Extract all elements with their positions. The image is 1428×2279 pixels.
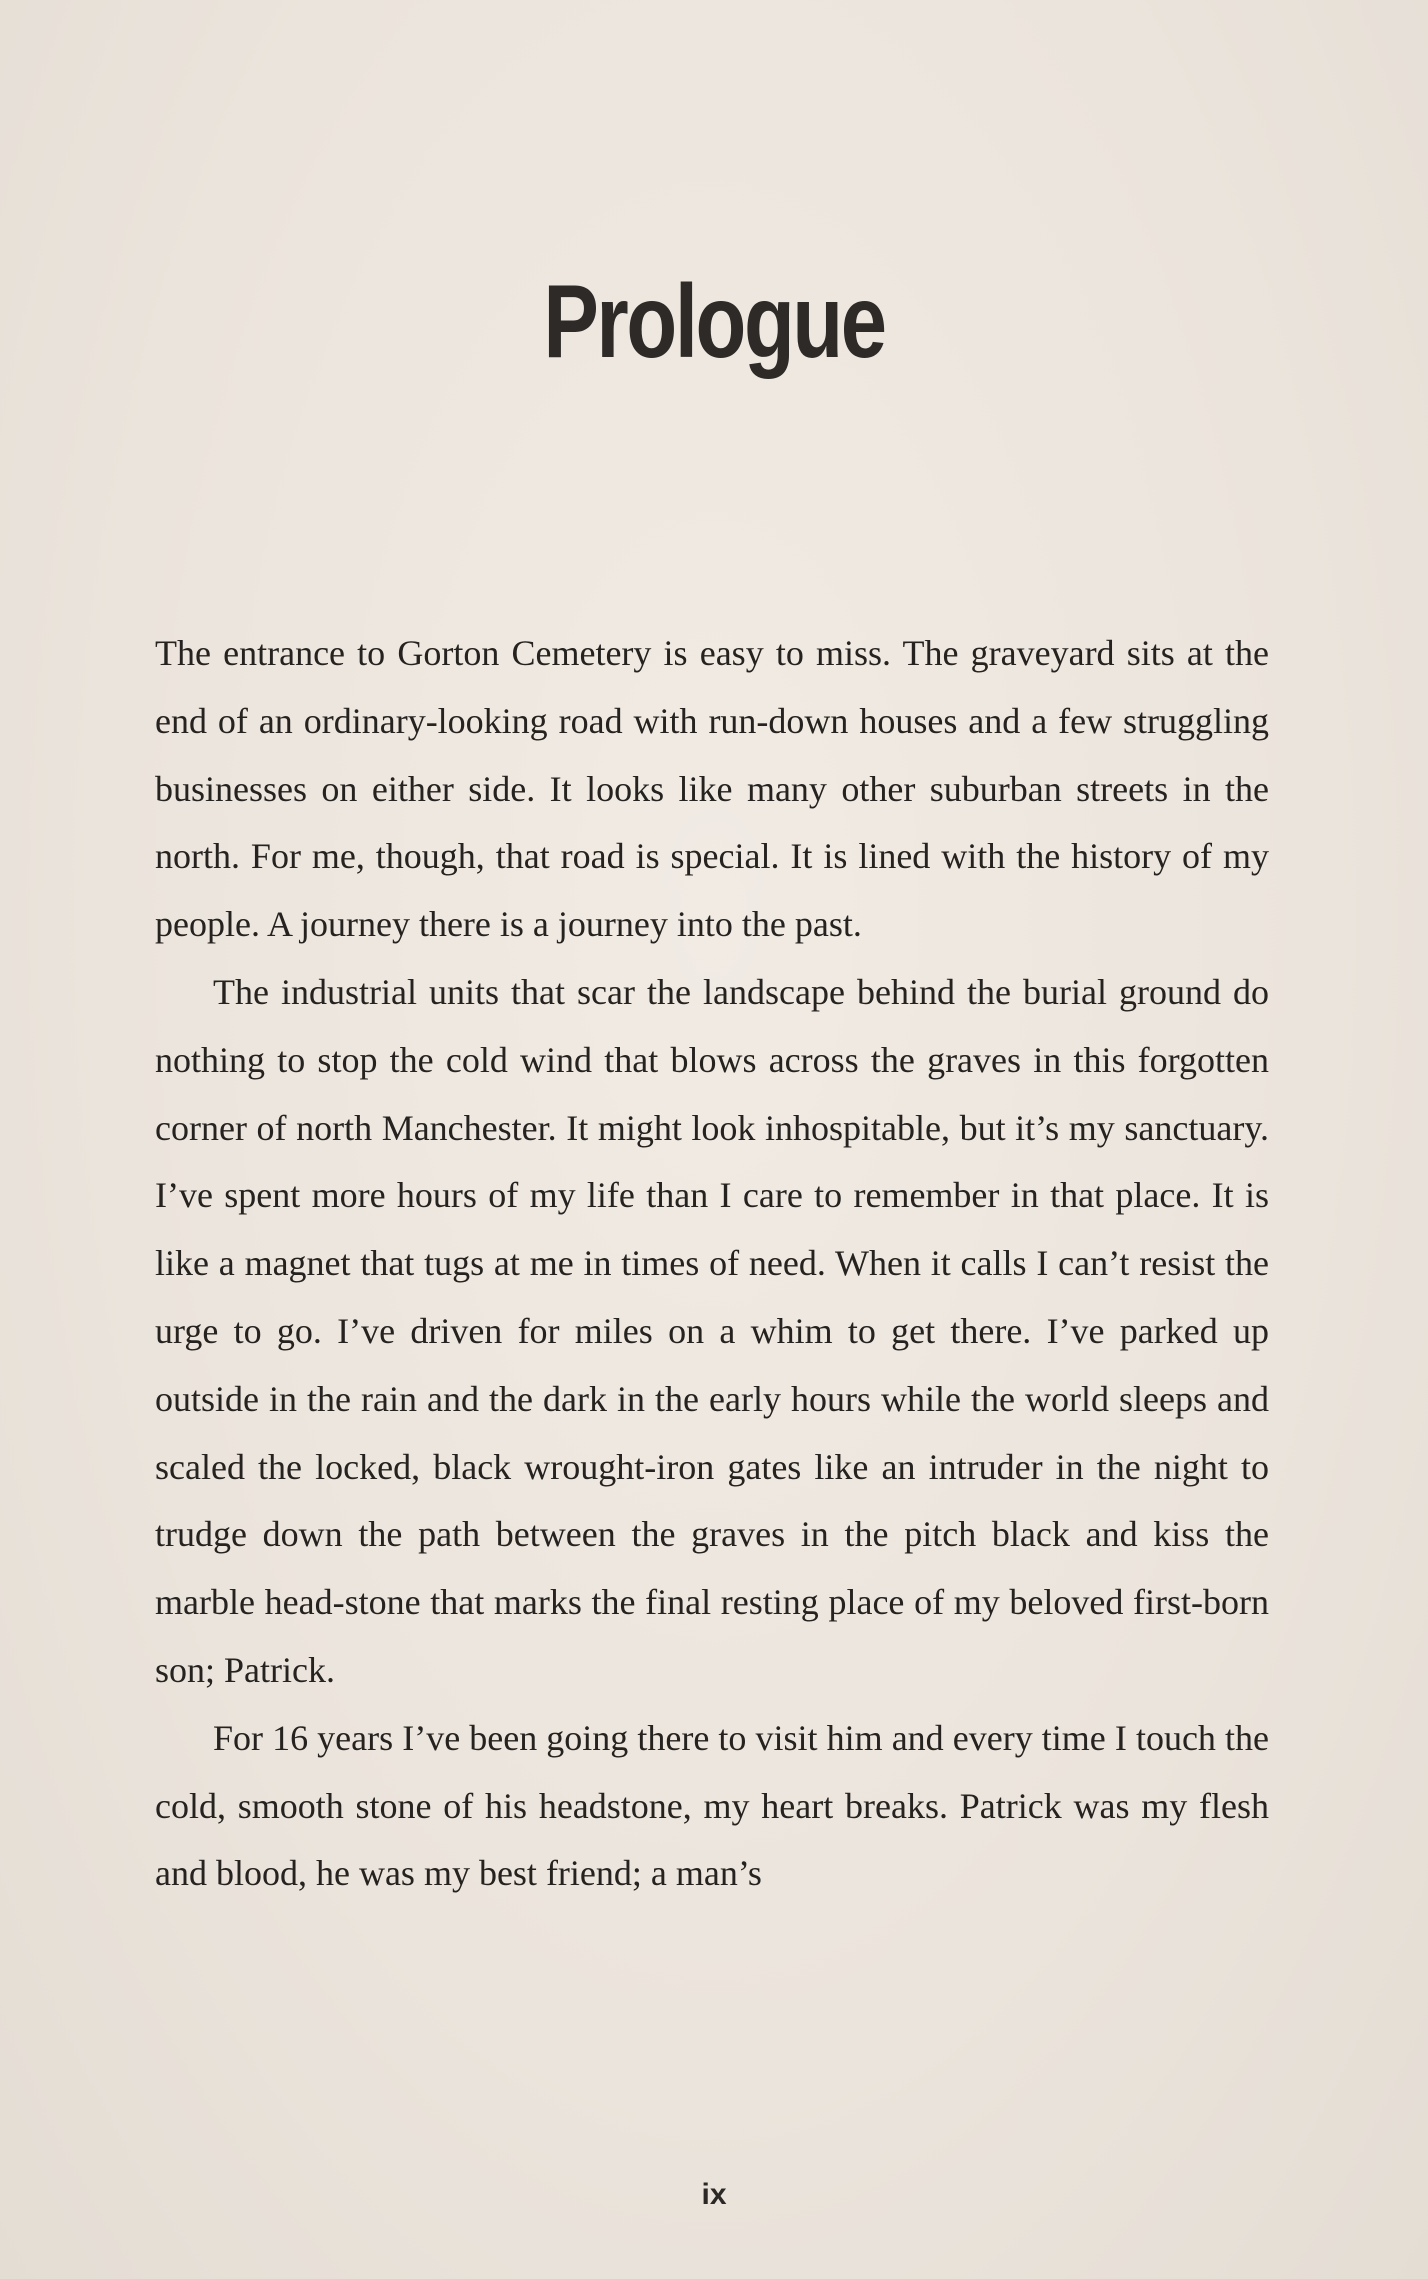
paragraph-3: For 16 years I’ve been going there to visit him and every time I touch the cold, smooth stone of his headstone, my heart breaks. Patrick was my flesh and blood, he was my best friend; a man’s (155, 1717, 1269, 1894)
body-text (155, 620, 1269, 1908)
chapter-title: Prologue (543, 264, 885, 380)
page-number: ix (701, 2178, 727, 2211)
paragraph-2: The industrial units that scar the landscape behind the burial ground do nothing to stop the cold wind that blows across the graves in this forgotten corner of north Manchester. It might look inhospitable, but it’s my sanctuary. I’ve spent more hours of my life than I care to remember in that place. It is like a magnet that tugs at me in times of need. When it calls I can’t resist the urge to go. I’ve driven for miles on a whim to get there. I’ve parked up outside in the rain and the dark in the early hours while the world sleeps and scaled the locked, black wrought-iron gates like an intruder in the night to trudge down the path between the graves in the pitch black and kiss the marble head-stone that marks the final resting place of my beloved first-born son; Patrick. (155, 971, 1269, 1690)
paragraph-1: The entrance to Gorton Cemetery is easy to miss. The graveyard sits at the end of an ordinary-looking road with run-down houses and a few struggling businesses on either side. It looks like many other suburban streets in the north. For me, though, that road is special. It is lined with the history of my people. A journey there is a journey into the past. (155, 633, 1269, 945)
